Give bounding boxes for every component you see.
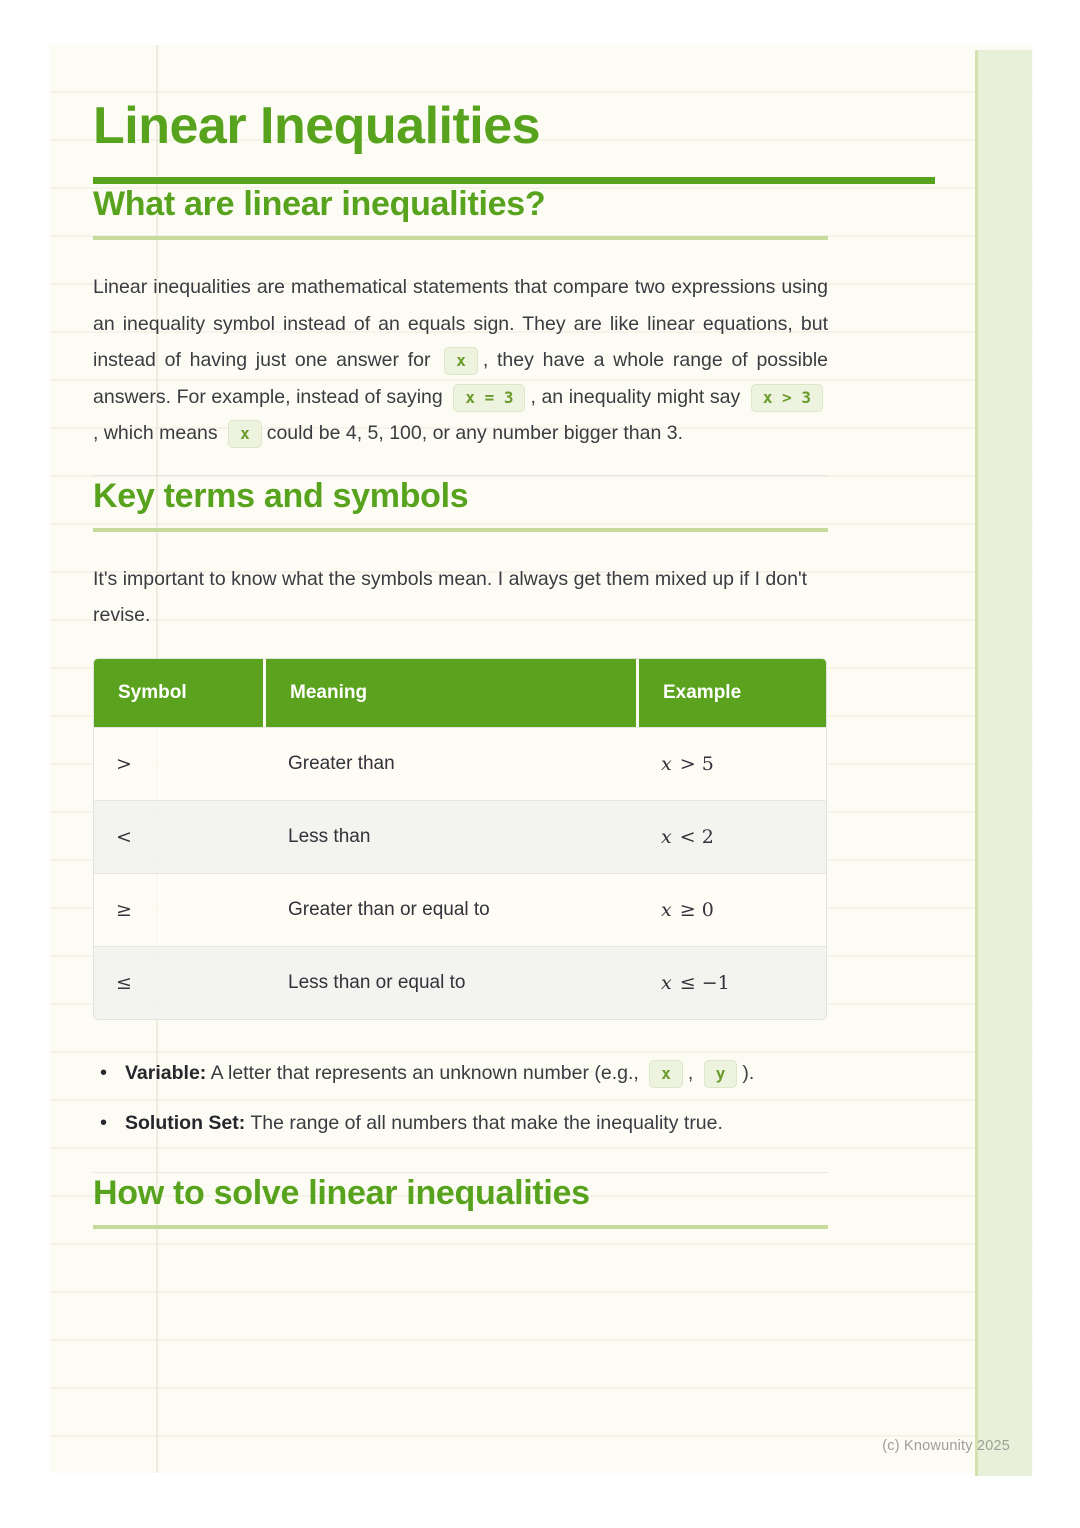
bullet-list <box>93 1058 828 1139</box>
section-heading-intro: What are linear inequalities? <box>93 185 546 223</box>
text-run: A letter that represents an unknown number (e.g., <box>206 1061 639 1084</box>
page-title: Linear Inequalities <box>93 97 541 155</box>
example-cell: x < 2 <box>639 800 826 873</box>
example-cell: x ≥ 0 <box>639 873 826 946</box>
example-cell: x ≤ −1 <box>639 946 826 1019</box>
table-row <box>94 873 826 946</box>
text-run: , an inequality might say <box>530 385 741 408</box>
inline-code-chip: x = 3 <box>453 384 525 412</box>
table-header-cell: Symbol <box>94 659 266 727</box>
notebook-page <box>50 45 1033 1473</box>
section-heading-how-to: How to solve linear inequalities <box>93 1173 590 1212</box>
text-run: , which means <box>93 422 218 444</box>
meaning-cell: Greater than <box>266 727 639 800</box>
bold-text-run: Solution Set: <box>125 1111 246 1134</box>
text-run: could be 4, 5, 100, or any number bigger than 3. <box>266 422 683 444</box>
inline-code-chip: x > 3 <box>751 384 823 412</box>
text-run: , they have a whole range of possible answers. For example, instead of saying <box>93 349 828 408</box>
symbol-cell: ≤ <box>94 946 266 1019</box>
bold-text-run: Variable: <box>125 1061 207 1084</box>
text-run: , <box>687 1061 694 1084</box>
right-accent-strip <box>975 50 1032 1476</box>
meaning-cell: Less than <box>266 800 639 873</box>
intro-paragraph <box>93 269 828 452</box>
meaning-cell: Greater than or equal to <box>266 873 639 946</box>
heading-underline <box>93 528 828 532</box>
symbol-cell: < <box>94 800 266 873</box>
inline-code-chip: x <box>649 1060 683 1088</box>
symbols-table-wrapper <box>93 658 827 1020</box>
copyright-footer: (c) Knowunity 2025 <box>882 1438 1010 1454</box>
meaning-cell: Less than or equal to <box>266 946 639 1019</box>
table-row <box>94 727 826 800</box>
text-run: ). <box>742 1061 755 1084</box>
table-row <box>94 800 826 873</box>
symbols-table <box>94 659 826 1019</box>
key-terms-paragraph: It's important to know what the symbols mean. I always get them mixed up if I don't revise. <box>93 567 808 626</box>
section-heading-key-terms: Key terms and symbols <box>93 476 469 515</box>
page-content <box>50 45 1033 1229</box>
heading-underline <box>93 1225 828 1229</box>
inline-code-chip: y <box>704 1060 738 1088</box>
table-header-cell: Meaning <box>266 659 639 727</box>
list-item <box>93 1058 828 1089</box>
symbol-cell: ≥ <box>94 873 266 946</box>
list-item <box>93 1108 828 1139</box>
table-row <box>94 946 826 1019</box>
table-header-cell: Example <box>639 659 826 727</box>
heading-underline <box>93 236 828 240</box>
inline-code-chip: x <box>444 347 478 375</box>
text-run: Linear inequalities are mathematical statements that compare two expressions using an inequality symbol instead of an equals sign. They are like linear equations, but instead of having just one answer for <box>93 276 828 371</box>
symbol-cell: > <box>94 727 266 800</box>
title-rule <box>93 177 935 184</box>
table-header-row <box>94 659 826 727</box>
inline-code-chip: x <box>228 420 262 448</box>
example-cell: x > 5 <box>639 727 826 800</box>
text-run: The range of all numbers that make the inequality true. <box>245 1111 723 1134</box>
